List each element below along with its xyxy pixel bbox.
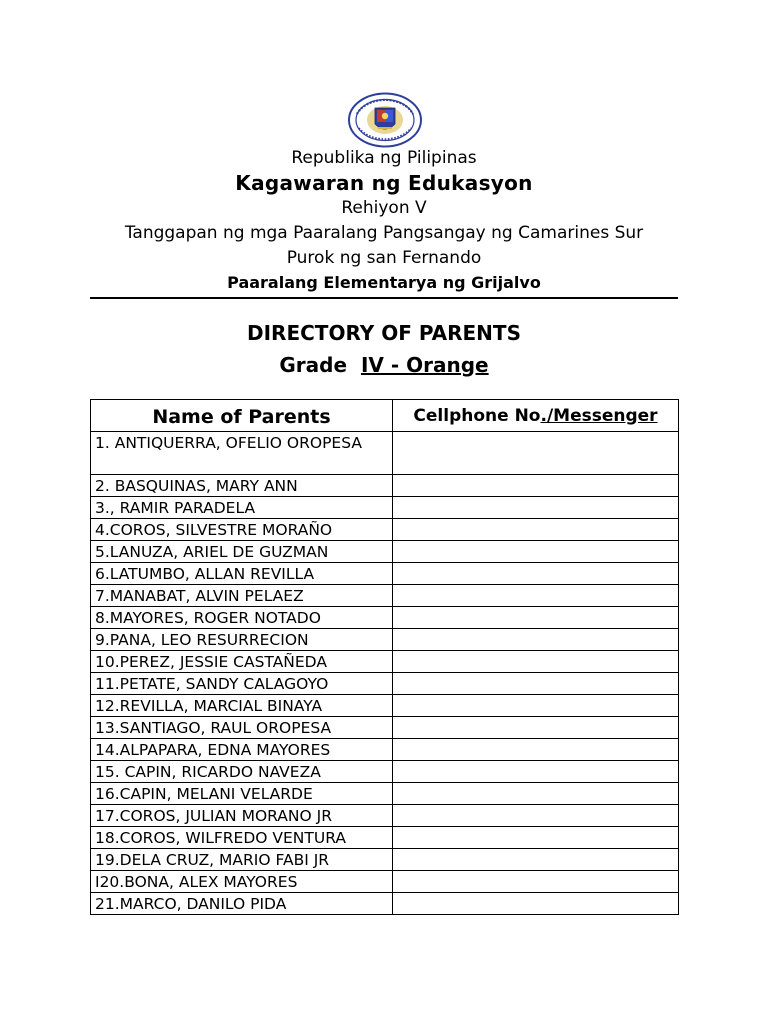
- table-row: [91, 432, 679, 475]
- table-row: [91, 629, 679, 651]
- department-title: Kagawaran ng Edukasyon: [235, 171, 533, 195]
- cellphone-cell: [393, 629, 679, 651]
- parent-name-cell: 8.MAYORES, ROGER NOTADO: [91, 607, 393, 629]
- table-row: [91, 717, 679, 739]
- division-office-line: Tanggapan ng mga Paaralang Pangsangay ng Camarines Sur: [124, 223, 644, 243]
- parent-name-cell: 18.COROS, WILFREDO VENTURA: [91, 827, 393, 849]
- republic-line: Republika ng Pilipinas: [291, 148, 477, 168]
- table-row: [91, 871, 679, 893]
- grade-section-value: IV - Orange: [360, 353, 489, 377]
- parent-name-cell: 16.CAPIN, MELANI VELARDE: [91, 783, 393, 805]
- cellphone-cell: [393, 519, 679, 541]
- document-title: DIRECTORY OF PARENTS: [247, 321, 521, 345]
- parents-directory-table: [90, 399, 679, 915]
- parent-name-cell: 6.LATUMBO, ALLAN REVILLA: [91, 563, 393, 585]
- grade-label: Grade: [279, 353, 348, 377]
- cellphone-cell: [393, 893, 679, 915]
- parent-name-cell: 13.SANTIAGO, RAUL OROPESA: [91, 717, 393, 739]
- parent-name-cell: 17.COROS, JULIAN MORANO JR: [91, 805, 393, 827]
- table-row: [91, 563, 679, 585]
- table-row: [91, 651, 679, 673]
- cellphone-cell: [393, 651, 679, 673]
- cellphone-cell: [393, 717, 679, 739]
- cellphone-cell: [393, 497, 679, 519]
- cellphone-cell: [393, 827, 679, 849]
- cellphone-cell: [393, 673, 679, 695]
- table-row: [91, 761, 679, 783]
- parent-name-cell: 15. CAPIN, RICARDO NAVEZA: [91, 761, 393, 783]
- table-row: [91, 541, 679, 563]
- parent-name-cell: 4.COROS, SILVESTRE MORAÑO: [91, 519, 393, 541]
- table-row: [91, 585, 679, 607]
- column-header-name: Name of Parents: [91, 400, 393, 432]
- parent-name-cell: 12.REVILLA, MARCIAL BINAYA: [91, 695, 393, 717]
- header-divider: [90, 297, 678, 299]
- table-row: [91, 519, 679, 541]
- cellphone-cell: [393, 761, 679, 783]
- cellphone-cell: [393, 695, 679, 717]
- cellphone-cell: [393, 783, 679, 805]
- cellphone-cell: [393, 805, 679, 827]
- deped-seal-icon: [347, 92, 423, 148]
- table-row: [91, 805, 679, 827]
- table-row: [91, 849, 679, 871]
- parent-name-cell: 2. BASQUINAS, MARY ANN: [91, 475, 393, 497]
- parent-name-cell: 21.MARCO, DANILO PIDA: [91, 893, 393, 915]
- table-header-row: [91, 400, 679, 432]
- parent-name-cell: 3., RAMIR PARADELA: [91, 497, 393, 519]
- cellphone-cell: [393, 585, 679, 607]
- parent-name-cell: 11.PETATE, SANDY CALAGOYO: [91, 673, 393, 695]
- cellphone-cell: [393, 475, 679, 497]
- table-row: [91, 739, 679, 761]
- parent-name-cell: I20.BONA, ALEX MAYORES: [91, 871, 393, 893]
- parent-name-cell: 1. ANTIQUERRA, OFELIO OROPESA: [91, 432, 393, 475]
- parent-name-cell: 14.ALPAPARA, EDNA MAYORES: [91, 739, 393, 761]
- table-row: [91, 827, 679, 849]
- table-row: [91, 893, 679, 915]
- grade-section-line: [0, 353, 768, 377]
- table-row: [91, 695, 679, 717]
- cellphone-cell: [393, 432, 679, 475]
- parent-name-cell: 9.PANA, LEO RESURRECION: [91, 629, 393, 651]
- table-row: [91, 475, 679, 497]
- cellphone-cell: [393, 849, 679, 871]
- cellphone-cell: [393, 739, 679, 761]
- region-line: Rehiyon V: [341, 198, 427, 218]
- parent-name-cell: 10.PEREZ, JESSIE CASTAÑEDA: [91, 651, 393, 673]
- parent-name-cell: 19.DELA CRUZ, MARIO FABI JR: [91, 849, 393, 871]
- parent-name-cell: 5.LANUZA, ARIEL DE GUZMAN: [91, 541, 393, 563]
- district-line: Purok ng san Fernando: [286, 248, 482, 268]
- table-row: [91, 673, 679, 695]
- cellphone-cell: [393, 871, 679, 893]
- table-row: [91, 783, 679, 805]
- table-row: [91, 607, 679, 629]
- column-header-cellphone: Cellphone No./Messenger: [393, 400, 679, 432]
- school-name: Paaralang Elementarya ng Grijalvo: [227, 273, 541, 292]
- table-row: [91, 497, 679, 519]
- cellphone-cell: [393, 541, 679, 563]
- cellphone-cell: [393, 607, 679, 629]
- cellphone-cell: [393, 563, 679, 585]
- parent-name-cell: 7.MANABAT, ALVIN PELAEZ: [91, 585, 393, 607]
